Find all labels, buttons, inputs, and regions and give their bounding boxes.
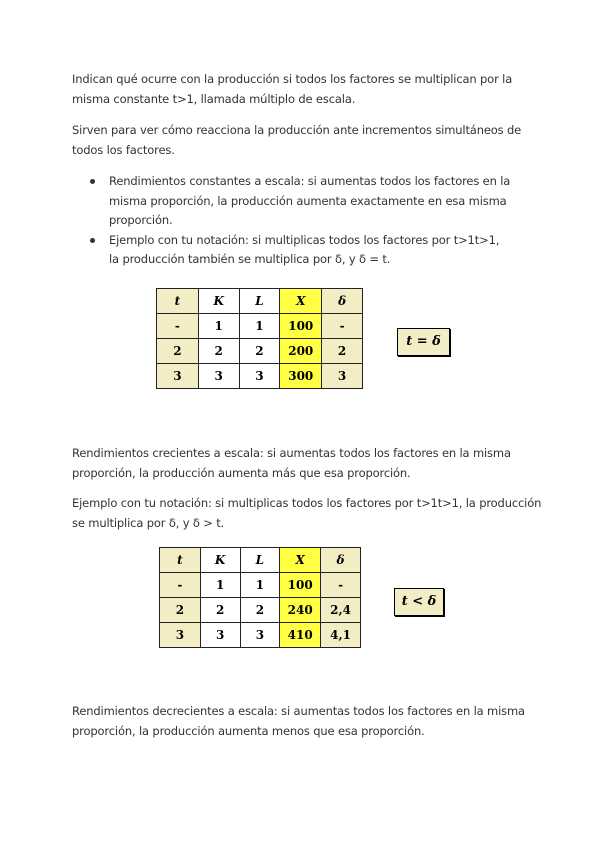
bullet-constant-returns: Rendimientos constantes a escala: si aumentas todos los factores en la misma proporción, la producción aumenta exactamente en esa misma proporción. bbox=[72, 172, 512, 231]
cell-t: 3 bbox=[160, 623, 201, 648]
cell-k: 1 bbox=[200, 573, 240, 598]
cell-l: 3 bbox=[240, 623, 280, 648]
cell-k: 2 bbox=[200, 598, 240, 623]
table-row bbox=[160, 573, 361, 598]
increasing-returns-table bbox=[159, 547, 361, 648]
cell-l: 2 bbox=[239, 339, 280, 364]
intro-paragraph: Indican qué ocurre con la producción si todos los factores se multiplican por la misma constante t>1, llamada múltiplo de escala. bbox=[72, 72, 513, 106]
bullet-notation-example: Ejemplo con tu notación: si multiplicas todos los factores por t>1t>1, la producción también se multiplica por δ, y δ = t. bbox=[72, 231, 512, 270]
header-x: X bbox=[280, 289, 322, 314]
cell-t: 3 bbox=[157, 364, 199, 389]
cell-x: 100 bbox=[280, 314, 322, 339]
header-l: L bbox=[239, 289, 280, 314]
cell-delta: 2,4 bbox=[321, 598, 361, 623]
cell-k: 3 bbox=[200, 623, 240, 648]
header-delta: δ bbox=[321, 548, 361, 573]
table-row bbox=[157, 364, 363, 389]
constant-returns-table bbox=[156, 288, 363, 389]
table-row bbox=[160, 623, 361, 648]
cell-k: 3 bbox=[198, 364, 239, 389]
cell-delta: 3 bbox=[322, 364, 363, 389]
increasing-returns-paragraph: Rendimientos crecientes a escala: si aumentas todos los factores en la misma proporción, la producción aumenta más que esa proporción. bbox=[72, 446, 511, 480]
header-t: t bbox=[160, 548, 201, 573]
table-row bbox=[160, 598, 361, 623]
cell-x: 100 bbox=[280, 573, 321, 598]
cell-delta: - bbox=[322, 314, 363, 339]
cell-delta: 4,1 bbox=[321, 623, 361, 648]
cell-t: - bbox=[160, 573, 201, 598]
cell-t: 2 bbox=[157, 339, 199, 364]
table-header-row bbox=[157, 289, 363, 314]
cell-l: 1 bbox=[239, 314, 280, 339]
table-header-row bbox=[160, 548, 361, 573]
cell-l: 3 bbox=[239, 364, 280, 389]
decreasing-returns-paragraph: Rendimientos decrecientes a escala: si aumentas todos los factores en la misma proporción, la producción aumenta menos que esa proporción. bbox=[72, 704, 525, 738]
increasing-example-paragraph: Ejemplo con tu notación: si multiplicas todos los factores por t>1t>1, la producción se multiplica por δ, y δ > t. bbox=[72, 496, 542, 530]
cell-l: 2 bbox=[240, 598, 280, 623]
cell-k: 1 bbox=[198, 314, 239, 339]
purpose-paragraph: Sirven para ver cómo reacciona la producción ante incrementos simultáneos de todos los factores. bbox=[72, 123, 522, 157]
relation-box-constant: t = δ bbox=[397, 328, 450, 356]
cell-x: 200 bbox=[280, 339, 322, 364]
table-row bbox=[157, 339, 363, 364]
cell-x: 240 bbox=[280, 598, 321, 623]
header-k: K bbox=[200, 548, 240, 573]
cell-x: 300 bbox=[280, 364, 322, 389]
cell-l: 1 bbox=[240, 573, 280, 598]
cell-x: 410 bbox=[280, 623, 321, 648]
cell-t: 2 bbox=[160, 598, 201, 623]
header-l: L bbox=[240, 548, 280, 573]
header-k: K bbox=[198, 289, 239, 314]
cell-k: 2 bbox=[198, 339, 239, 364]
header-delta: δ bbox=[322, 289, 363, 314]
cell-delta: 2 bbox=[322, 339, 363, 364]
table-row bbox=[157, 314, 363, 339]
cell-delta: - bbox=[321, 573, 361, 598]
bullet-list bbox=[72, 172, 512, 270]
cell-t: - bbox=[157, 314, 199, 339]
header-x: X bbox=[280, 548, 321, 573]
header-t: t bbox=[157, 289, 199, 314]
relation-box-increasing: t < δ bbox=[394, 588, 444, 616]
